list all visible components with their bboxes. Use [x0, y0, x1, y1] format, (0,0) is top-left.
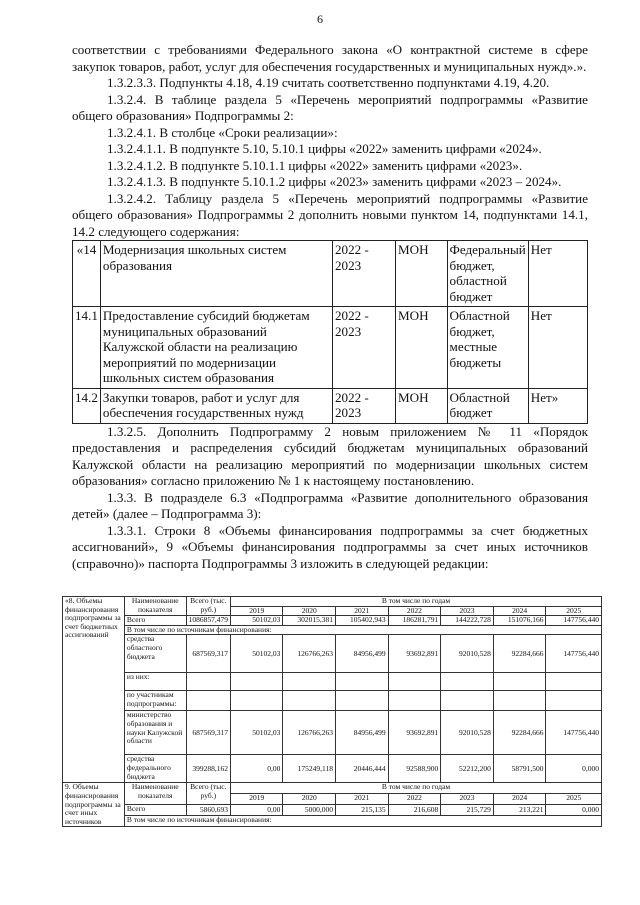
cell-value: 0,000 [546, 805, 602, 816]
paragraph: 1.3.2.4. В таблице раздела 5 «Перечень мероприятий подпрограммы «Развитие общего образования» Подпрограммы 2: [72, 91, 588, 123]
paragraph: 1.3.2.3.3. Подпункты 4.18, 4.19 считать соответственно подпунктами 4.19, 4.20. [107, 75, 550, 90]
year-header: 2022 [388, 794, 441, 805]
cell-value: 105402,943 [336, 616, 389, 626]
by-source-label: В том числе по источникам финансирования: [124, 625, 601, 635]
cell-value: 144222,728 [441, 616, 494, 626]
funding-source: Областной бюджет [447, 388, 528, 423]
row-total: 1086857,479 [186, 616, 230, 626]
table-row [73, 388, 588, 423]
year-header: 2019 [231, 606, 283, 616]
table-row [63, 755, 602, 783]
paragraph: 1.3.2.4.1.2. В подпункте 5.10.1.1 цифры «2022» заменить цифрами «2023». [107, 157, 523, 173]
table-row [73, 241, 588, 307]
of-which-label: из них: [124, 673, 186, 691]
year-header: 2020 [283, 606, 336, 616]
cell-value: 50102,03 [231, 711, 283, 755]
cell-value: 92284,666 [493, 635, 546, 673]
cell-value: 213,221 [493, 805, 546, 816]
executor: МОН [396, 241, 448, 307]
row-name: министерство образования и науки Калужской области [124, 711, 186, 755]
table-row [63, 691, 602, 711]
cell-value: 175249,118 [283, 755, 336, 783]
row-number: 14.2 [73, 388, 101, 423]
years-header: В том числе по годам [231, 597, 602, 607]
cell-value: 52212,200 [441, 755, 494, 783]
row9-label: 9. Объемы финансирования подпрограммы за счет иных источников [63, 783, 125, 827]
cell-value: 151076,166 [493, 616, 546, 626]
cell-value: 58791,500 [493, 755, 546, 783]
year-header: 2024 [493, 606, 546, 616]
cell-value: 147756,440 [546, 616, 602, 626]
cell-value: 5000,000 [283, 805, 336, 816]
cell-value: 186281,791 [388, 616, 441, 626]
col-total-header: Всего (тыс. руб.) [186, 783, 230, 805]
cell-value: 92588,900 [388, 755, 441, 783]
cell-value: 92010,528 [441, 711, 494, 755]
row-name: Всего [124, 805, 186, 816]
cell-value: 147756,440 [546, 635, 602, 673]
flag: Нет [528, 241, 587, 307]
table-row [63, 805, 602, 816]
year-header: 2019 [231, 794, 283, 805]
flag: Нет» [528, 388, 587, 423]
cell-value: 0,000 [546, 755, 602, 783]
cell-value: 50102,03 [231, 635, 283, 673]
by-participants-label: по участникам подпрограммы: [124, 691, 186, 711]
page-number: 6 [317, 12, 323, 26]
financing-table [62, 596, 602, 827]
year-header: 2022 [388, 606, 441, 616]
cell-value: 215,135 [336, 805, 389, 816]
row-number: 14.1 [73, 307, 101, 389]
paragraph: 1.3.2.5. Дополнить Подпрограмму 2 новым приложением № 11 «Порядок предоставления и распределения субсидий бюджетам муниципальных образований Калужской области на реализацию мероприятий по модернизации школьных систем образования» согласно приложению № 1 к настоящему постановлению. [72, 423, 588, 488]
row-name: средства областного бюджета [124, 635, 186, 673]
row8-label: «8. Объемы финансирования подпрограммы за счет бюджетных ассигнований [63, 597, 125, 783]
cell-value: 0,00 [231, 805, 283, 816]
row-number: «14 [73, 241, 101, 307]
measures-table [72, 240, 588, 424]
period: 2022 - 2023 [332, 388, 395, 423]
document-body [72, 42, 588, 572]
year-header: 2020 [283, 794, 336, 805]
years-header: В том числе по годам [231, 783, 602, 794]
paragraph: 1.3.2.4.1. В столбце «Сроки реализации»: [107, 124, 338, 140]
paragraph: 1.3.2.4.2. Таблицу раздела 5 «Перечень мероприятий подпрограммы «Развитие общего образования» Подпрограммы 2 дополнить новыми пунктом 14, подпунктами 14.1, 14.2 следующего содержания: [72, 190, 588, 239]
year-header: 2025 [546, 606, 602, 616]
year-header: 2024 [493, 794, 546, 805]
cell-value: 93692,891 [388, 635, 441, 673]
flag: Нет [528, 307, 587, 389]
col-name-header: Наименование показателя [124, 783, 186, 805]
cell-value: 147756,440 [546, 711, 602, 755]
table-row [73, 307, 588, 389]
cell-value: 92284,666 [493, 711, 546, 755]
cell-value: 84956,499 [336, 635, 389, 673]
funding-source: Федеральный бюджет, областной бюджет [447, 241, 528, 307]
executor: МОН [396, 388, 448, 423]
executor: МОН [396, 307, 448, 389]
table-row [63, 673, 602, 691]
cell-value: 92010,528 [441, 635, 494, 673]
row-total: 399288,162 [186, 755, 230, 783]
row-name: средства федерального бюджета [124, 755, 186, 783]
cell-value: 215,729 [441, 805, 494, 816]
paragraph-continuation: соответствии с требованиями Федерального закона «О контрактной системе в сфере закупок товаров, работ, услуг для обеспечения государственных и муниципальных нужд».». [72, 42, 588, 74]
paragraph: 1.3.3.1. Строки 8 «Объемы финансирования подпрограммы за счет бюджетных ассигнований», 9 «Объемы финансирования подпрограммы за счет иных источников (справочно)» паспорта Подпрограммы 3 изложить в следующей редакции: [72, 522, 588, 571]
paragraph: 1.3.3. В подразделе 6.3 «Подпрограмма «Развитие дополнительного образования детей» (далее – Подпрограмма 3): [72, 489, 588, 521]
cell-value: 0,00 [231, 755, 283, 783]
funding-source: Областной бюджет, местные бюджеты [447, 307, 528, 389]
cell-value: 50102,03 [231, 616, 283, 626]
cell-value: 302015,381 [283, 616, 336, 626]
table-row [63, 711, 602, 755]
year-header: 2023 [441, 606, 494, 616]
cell-value: 20446,444 [336, 755, 389, 783]
table-row [63, 635, 602, 673]
col-name-header: Наименование показателя [124, 597, 186, 616]
measure-name: Предоставление субсидий бюджетам муниципальных образований Калужской области на реализацию мероприятий по модернизации школьных систем образования [100, 307, 332, 389]
cell-value: 84956,499 [336, 711, 389, 755]
row-total: 687569,317 [186, 711, 230, 755]
cell-value: 93692,891 [388, 711, 441, 755]
year-header: 2021 [336, 794, 389, 805]
year-header: 2023 [441, 794, 494, 805]
col-total-header: Всего (тыс. руб.) [186, 597, 230, 616]
cell-value: 126766,263 [283, 711, 336, 755]
table-row [63, 616, 602, 626]
table-row [63, 816, 602, 827]
year-header: 2025 [546, 794, 602, 805]
cell-value: 216,608 [388, 805, 441, 816]
measure-name: Модернизация школьных систем образования [100, 241, 332, 307]
row-total: 687569,317 [186, 635, 230, 673]
table-row [63, 783, 602, 794]
paragraph: 1.3.2.4.1.1. В подпункте 5.10, 5.10.1 цифры «2022» заменить цифрами «2024». [107, 141, 542, 156]
row-total: 5860,693 [186, 805, 230, 816]
row-name: Всего [124, 616, 186, 626]
by-source-label: В том числе по источникам финансирования: [124, 816, 601, 827]
measure-name: Закупки товаров, работ и услуг для обеспечения государственных нужд [100, 388, 332, 423]
year-header: 2021 [336, 606, 389, 616]
paragraph: 1.3.2.4.1.3. В подпункте 5.10.1.2 цифры «2023» заменить цифрами «2023 – 2024». [107, 174, 562, 189]
period: 2022 - 2023 [332, 241, 395, 307]
table-row [63, 597, 602, 607]
cell-value: 126766,263 [283, 635, 336, 673]
period: 2022 - 2023 [332, 307, 395, 389]
